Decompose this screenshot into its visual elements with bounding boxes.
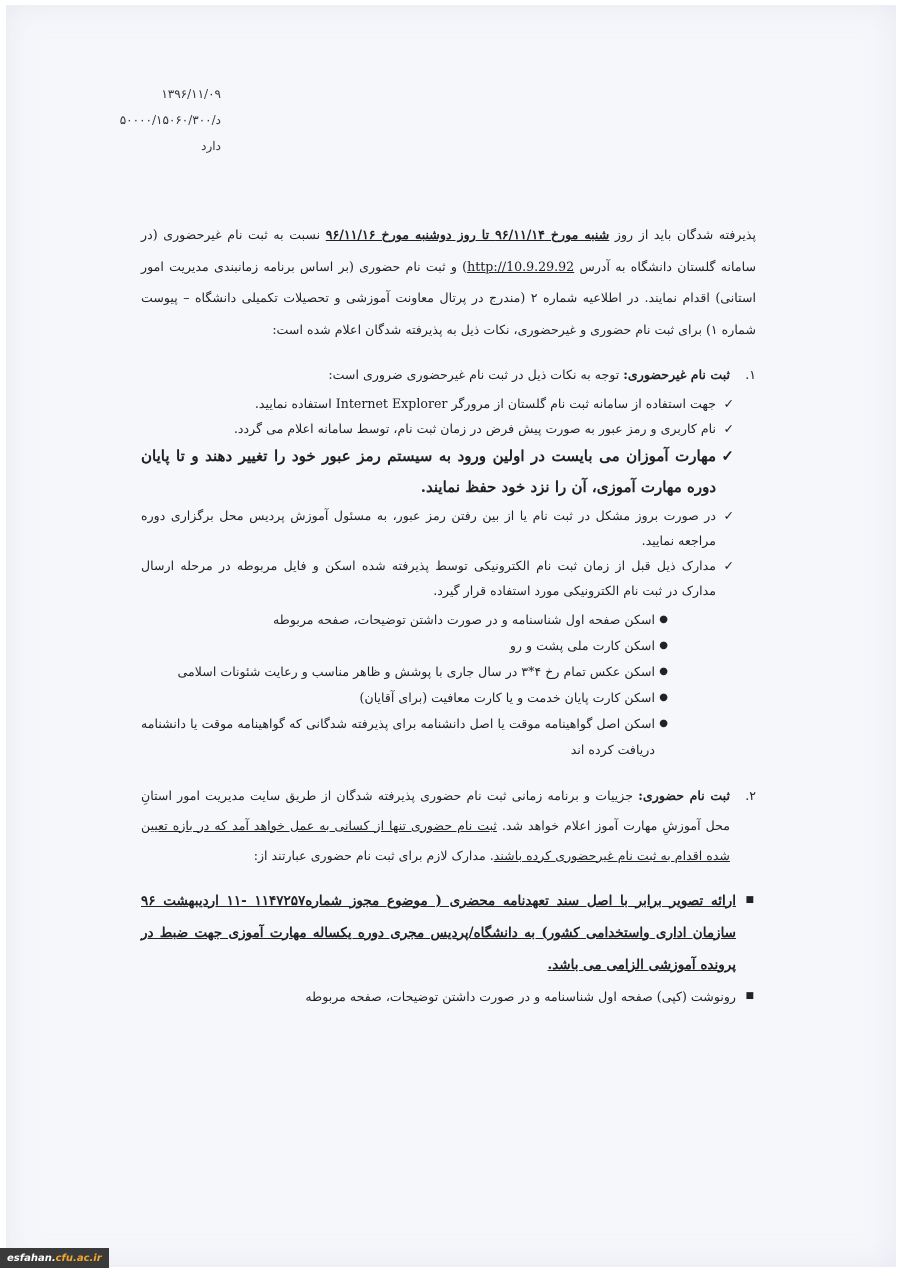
scanned-letter-page [6,5,896,1267]
checklist-item-text: جهت استفاده از سامانه ثبت نام گلستان از مرورگر Internet Explorer استفاده نمایید. [254,395,716,411]
in-person-document-item [141,981,756,1012]
registration-dates: شنبه مورخ ۹۶/۱۱/۱۴ تا روز دوشنبه مورخ ۹۶/۱۱/۱۶ [325,227,610,242]
letter-number: د/۵۰۰۰۰/۱۵۰۶۰/۳۰۰ [119,113,221,127]
document-list-item [141,685,668,711]
checkmark-icon: ✓ [723,395,734,411]
intro-text-start: پذیرفته شدگان باید از روز [609,227,756,242]
checklist-item [141,416,734,441]
in-person-documents-list [141,885,756,1012]
document-text: اسکن کارت ملی پشت و رو [509,637,655,653]
birth-certificate-copy-requirement: رونوشت (کپی) صفحه اول شناسنامه و در صورت داشتن توضیحات، صفحه مربوطه [305,988,736,1004]
letter-reference-block [91,81,221,159]
checklist-item [141,391,734,416]
checklist-item-text: نام کاربری و رمز عبور به صورت پیش فرض در زمان ثبت نام، توسط سامانه اعلام می گردد. [233,420,716,436]
document-text: اسکن کارت پایان خدمت و یا کارت معافیت (برای آقایان) [359,689,655,705]
section2-text-start: جزییات و برنامه زمانی ثبت نام حضوری پذیرفته شدگان از طریق سایت مدیریت امور استانِ محل آموزشِ مهارت آموز اعلام خواهد شد. [141,787,730,833]
section2-number: ۲. [745,787,756,803]
bullet-icon: ● [659,613,668,625]
watermark-text-orange: cfu.ac.ir [55,1252,102,1264]
checklist-item-text: در صورت بروز مشکل در ثبت نام یا از بین رفتن رمز عبور، به مسئول آموزش پردیس محل برگزاری دوره مراجعه نمایید. [141,507,716,548]
notarized-commitment-requirement: ارائه تصویر برابر با اصل سند تعهدنامه محضری ( موضوع مجوز شماره۱۱۴۷۲۵۷ -۱۱ اردیبهشت ۹۶ سازمان اداری واستخدامی کشور) به دانشگاه/پردیس مجری دوره یکساله مهارت آموزی جهت ضبط در پرونده آموزشی الزامی می باشد. [141,892,736,973]
document-text: اسکن صفحه اول شناسنامه و در صورت داشتن توضیحات، صفحه مربوطه [273,611,655,627]
section-online-registration [141,359,756,763]
golestan-url-link[interactable]: http://10.9.29.92 [467,258,575,274]
letter-attachment: دارد [201,139,221,153]
letter-body [141,219,756,1012]
section1-title: ثبت نام غیرحضوری: [623,367,730,382]
section2-underlined-note: ثبت نام حضوری تنها از کسانی به عمل خواهد آمد که در بازه تعیین شده اقدام به ثبت نام غیرحضوری کرده باشند [141,817,730,863]
document-text: اسکن اصل گواهینامه موقت یا اصل دانشنامه برای پذیرفته شدگانی که گواهینامه موقت یا دانشنامه دریافت کرده اند [141,715,655,757]
section-in-person-registration [141,781,756,1012]
checklist-item [141,503,734,553]
online-registration-checklist [141,391,756,763]
section1-heading [141,359,756,391]
in-person-document-item [141,885,756,981]
checkmark-icon: ✓ [723,420,734,436]
checkmark-icon: ✓ [723,507,734,523]
intro-text-mid: نسبت به ثبت نام غیرحضوری (در سامانه گلستان دانشگاه به آدرس [141,227,756,274]
checklist-item-important [141,441,734,503]
square-bullet-icon: ■ [745,990,754,1001]
document-text: اسکن عکس تمام رخ ۴*۳ در سال جاری با پوشش و ظاهر مناسب و رعایت شئونات اسلامی [177,663,655,679]
required-scans-list [141,607,716,763]
bullet-icon: ● [659,717,668,729]
checkmark-icon: ✓ [723,557,734,573]
bullet-icon: ● [659,691,668,703]
section1-lead: توجه به نکات ذیل در ثبت نام غیرحضوری ضروری است: [328,367,624,382]
intro-paragraph [141,219,756,345]
square-bullet-icon: ■ [745,894,754,905]
intro-text-end: ) و ثبت نام حضوری (بر اساس برنامه زمانبندی مدیریت امور استانی) اقدام نمایند. در اطلاعیه شماره ۲ (مندرج در پرتال معاونت آموزشی و تحصیلات تکمیلی دانشگاه – پیوست شماره ۱) برای ثبت نام حضوری و غیرحضوری، نکات ذیل به پذیرفته شدگان اعلام شده است: [141,258,756,337]
checklist-item-text: مهارت آموزان می بایست در اولین ورود به سیستم رمز عبور خود را تغییر دهند و تا پایان دوره مهارت آموزی، آن را نزد خود حفظ نمایند. [141,446,716,496]
section2-heading [141,781,756,871]
letter-date: ۱۳۹۶/۱۱/۰۹ [161,87,221,101]
document-list-item [141,711,668,763]
watermark-text-white: esfahan. [7,1252,56,1264]
document-list-item [141,607,668,633]
section2-text-end: . مدارک لازم برای ثبت نام حضوری عبارتند از: [253,847,494,863]
document-list-item [141,659,668,685]
bullet-icon: ● [659,639,668,651]
section2-title: ثبت نام حضوری: [638,787,730,803]
checklist-item [141,553,734,763]
section1-number: ۱. [745,367,756,382]
checklist-item-text: مدارک ذیل قبل از زمان ثبت نام الکترونیکی توسط پذیرفته شده اسکن و فایل مربوطه در مرحله ارسال مدارک در ثبت نام الکترونیکی مورد استفاده قرار گیرد. [141,557,716,598]
site-watermark [0,1248,109,1268]
checkmark-icon: ✓ [721,446,734,465]
bullet-icon: ● [659,665,668,677]
document-list-item [141,633,668,659]
